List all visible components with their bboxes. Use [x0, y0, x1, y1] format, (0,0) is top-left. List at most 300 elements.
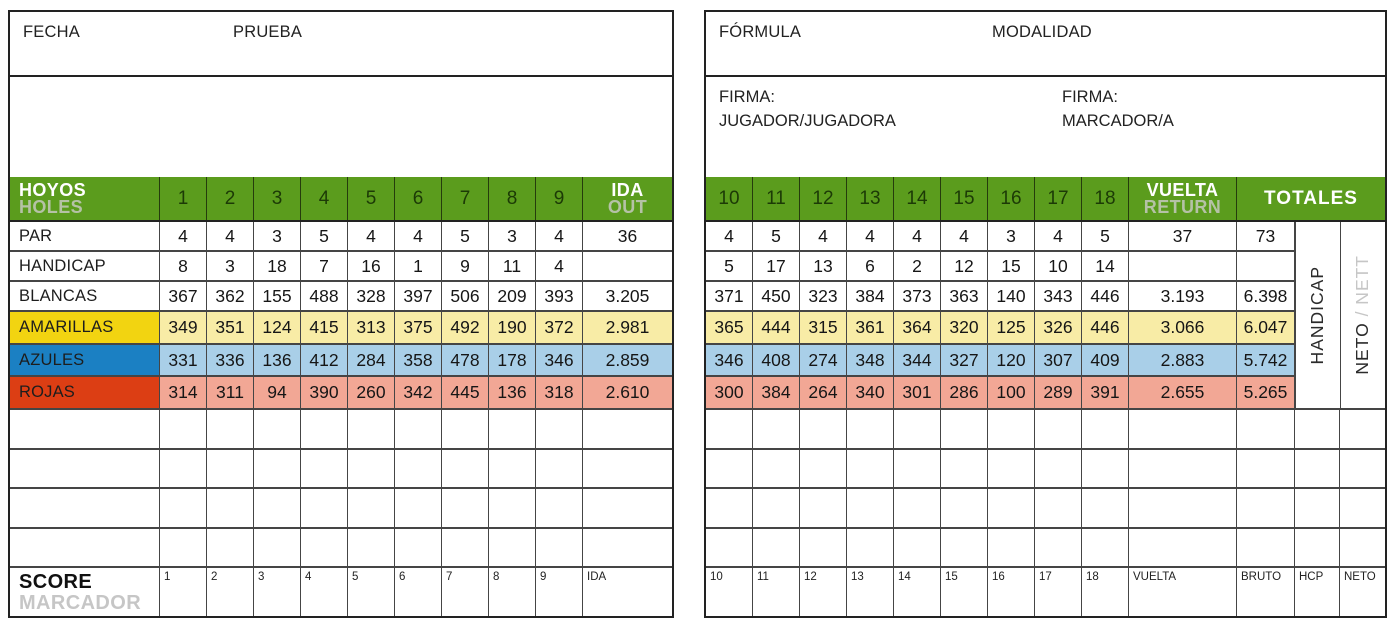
score-entry-cell: 18: [1082, 568, 1129, 618]
empty-score-row: [10, 410, 672, 450]
score-entry-cell: 16: [988, 568, 1035, 618]
return-total-cell: 2.883: [1129, 345, 1237, 375]
empty-hole-cell: [753, 410, 800, 448]
distance-value-cell: 307: [1035, 345, 1082, 375]
distance-value-cell: 488: [301, 282, 348, 310]
distance-value-cell: 274: [800, 345, 847, 375]
row-label: ROJAS: [10, 377, 160, 408]
score-entry-cell: 17: [1035, 568, 1082, 618]
empty-total-cell: [583, 410, 672, 448]
par-value-cell: 3: [254, 222, 301, 250]
hole-number-header: 16: [988, 177, 1035, 220]
score-entry-cell: 9: [536, 568, 583, 618]
handicap-value-cell: 11: [489, 252, 536, 280]
empty-hcp-cell: [1295, 450, 1340, 488]
empty-hole-cell: [160, 450, 207, 488]
hole-number-header: 5: [348, 177, 395, 220]
distance-value-cell: 349: [160, 312, 207, 343]
empty-hole-cell: [536, 529, 583, 567]
empty-score-row: [706, 410, 1385, 450]
empty-gross-cell: [1237, 410, 1295, 448]
distance-value-cell: 209: [489, 282, 536, 310]
empty-hole-cell: [395, 489, 442, 527]
empty-hole-cell: [254, 529, 301, 567]
hole-number-header: 13: [847, 177, 894, 220]
handicap-value-cell: 5: [706, 252, 753, 280]
distance-value-cell: 348: [847, 345, 894, 375]
distance-value-cell: 351: [207, 312, 254, 343]
hoyos-label: HOYOS: [19, 179, 87, 200]
empty-hole-cell: [988, 450, 1035, 488]
empty-hole-cell: [489, 529, 536, 567]
firma-player-title: FIRMA:: [719, 88, 775, 106]
empty-hole-cell: [160, 529, 207, 567]
distance-value-cell: 344: [894, 345, 941, 375]
handicap-row: [10, 252, 672, 282]
return-total-cell: 3.193: [1129, 282, 1237, 310]
score-entry-cell: 8: [489, 568, 536, 618]
empty-hole-cell: [800, 529, 847, 567]
front-holes-header-row: [10, 177, 672, 222]
empty-hole-cell: [753, 450, 800, 488]
empty-hole-cell: [348, 489, 395, 527]
empty-hole-cell: [941, 410, 988, 448]
empty-hole-cell: [941, 450, 988, 488]
par-value-cell: 4: [536, 222, 583, 250]
par-value-cell: 4: [847, 222, 894, 250]
out-total-cell: 2.981: [583, 312, 672, 343]
empty-hole-cell: [894, 529, 941, 567]
distance-value-cell: 412: [301, 345, 348, 375]
distance-value-cell: 346: [706, 345, 753, 375]
empty-hole-cell: [847, 489, 894, 527]
distance-value-cell: 94: [254, 377, 301, 408]
handicap-value-cell: 14: [1082, 252, 1129, 280]
empty-hole-cell: [941, 529, 988, 567]
par-value-cell: 5: [1082, 222, 1129, 250]
return-total-cell: [1129, 252, 1237, 280]
handicap-value-cell: 18: [254, 252, 301, 280]
empty-hole-cell: [301, 450, 348, 488]
empty-hole-cell: [207, 529, 254, 567]
distance-value-cell: 327: [941, 345, 988, 375]
empty-hole-cell: [536, 489, 583, 527]
empty-hole-cell: [1035, 489, 1082, 527]
hole-number-header: 10: [706, 177, 753, 220]
distance-value-cell: 365: [706, 312, 753, 343]
handicap-value-cell: 8: [160, 252, 207, 280]
score-entry-cell: 11: [753, 568, 800, 618]
distance-value-cell: 178: [489, 345, 536, 375]
empty-hole-cell: [1035, 529, 1082, 567]
hole-number-header: 1: [160, 177, 207, 220]
vuelta-entry-cell: VUELTA: [1129, 568, 1237, 618]
distance-value-cell: 409: [1082, 345, 1129, 375]
firma-marker-title: FIRMA:: [1062, 88, 1118, 106]
empty-hole-cell: [800, 410, 847, 448]
neto-entry-cell: NETO: [1344, 571, 1376, 583]
modalidad-label: MODALIDAD: [992, 23, 1092, 41]
distance-value-cell: 190: [489, 312, 536, 343]
empty-hole-cell: [301, 410, 348, 448]
handicap-value-cell: 7: [301, 252, 348, 280]
blancas-row: [706, 282, 1295, 312]
hole-number-header: 4: [301, 177, 348, 220]
hole-number-header: 14: [894, 177, 941, 220]
score-label: SCORE: [19, 571, 93, 593]
blank-info-box: [10, 77, 672, 177]
formula-label: FÓRMULA: [719, 23, 802, 41]
empty-return-cell: [1129, 489, 1237, 527]
empty-hole-cell: [301, 529, 348, 567]
return-total-cell: 3.066: [1129, 312, 1237, 343]
handicap-value-cell: 15: [988, 252, 1035, 280]
holes-label: HOLES: [19, 197, 84, 218]
neto-label: NETO: [1352, 322, 1373, 375]
empty-hole-cell: [536, 450, 583, 488]
empty-hole-cell: [988, 410, 1035, 448]
handicap-column: [1295, 222, 1340, 410]
distance-value-cell: 311: [207, 377, 254, 408]
par-value-cell: 4: [395, 222, 442, 250]
distance-value-cell: 328: [348, 282, 395, 310]
ida-entry-cell: IDA: [587, 571, 607, 583]
hole-number-header: 6: [395, 177, 442, 220]
handicap-value-cell: 2: [894, 252, 941, 280]
front-nine-panel: [8, 10, 674, 618]
player-signature-area: [719, 86, 896, 134]
empty-hole-cell: [706, 410, 753, 448]
empty-hole-cell: [442, 410, 489, 448]
hole-number-header: 12: [800, 177, 847, 220]
distance-value-cell: 100: [988, 377, 1035, 408]
par-value-cell: 4: [207, 222, 254, 250]
empty-score-row: [10, 529, 672, 569]
hole-number-header: 11: [753, 177, 800, 220]
row-label: AMARILLAS: [10, 312, 160, 343]
hole-number-header: 9: [536, 177, 583, 220]
distance-value-cell: 373: [894, 282, 941, 310]
distance-value-cell: 331: [160, 345, 207, 375]
empty-hole-cell: [894, 450, 941, 488]
distance-value-cell: 289: [1035, 377, 1082, 408]
prueba-label: PRUEBA: [233, 23, 303, 41]
score-entry-cell: 7: [442, 568, 489, 618]
distance-value-cell: 260: [348, 377, 395, 408]
handicap-value-cell: 10: [1035, 252, 1082, 280]
distance-value-cell: 336: [207, 345, 254, 375]
score-entry-cell: 12: [800, 568, 847, 618]
empty-hole-cell: [706, 450, 753, 488]
empty-score-row: [706, 489, 1385, 529]
hole-number-header: 17: [1035, 177, 1082, 220]
empty-hole-cell: [1082, 529, 1129, 567]
empty-hole-cell: [489, 450, 536, 488]
empty-hole-cell: [442, 529, 489, 567]
distance-value-cell: 300: [706, 377, 753, 408]
back-nine-panel: [704, 10, 1387, 618]
distance-value-cell: 384: [753, 377, 800, 408]
distance-value-cell: 136: [254, 345, 301, 375]
empty-hole-cell: [1035, 410, 1082, 448]
par-value-cell: 4: [800, 222, 847, 250]
distance-value-cell: 372: [536, 312, 583, 343]
distance-value-cell: 140: [988, 282, 1035, 310]
handicap-vertical-label: HANDICAP: [1307, 265, 1328, 365]
distance-value-cell: 125: [988, 312, 1035, 343]
empty-hole-cell: [160, 489, 207, 527]
empty-hole-cell: [207, 450, 254, 488]
empty-hole-cell: [847, 450, 894, 488]
distance-value-cell: 286: [941, 377, 988, 408]
hole-number-header: 15: [941, 177, 988, 220]
empty-hole-cell: [988, 489, 1035, 527]
empty-hole-cell: [254, 489, 301, 527]
handicap-value-cell: 6: [847, 252, 894, 280]
marker-signature-area: [1062, 86, 1174, 134]
par-value-cell: 4: [348, 222, 395, 250]
distance-value-cell: 390: [301, 377, 348, 408]
firma-marker-name: MARCADOR/A: [1062, 111, 1174, 130]
distance-value-cell: 264: [800, 377, 847, 408]
empty-hole-cell: [442, 450, 489, 488]
empty-score-row: [10, 489, 672, 529]
format-info-box: [706, 12, 1385, 77]
handicap-value-cell: 16: [348, 252, 395, 280]
empty-hole-cell: [489, 489, 536, 527]
empty-hcp-cell: [1295, 529, 1340, 567]
hole-number-header: 18: [1082, 177, 1129, 220]
empty-hole-cell: [894, 410, 941, 448]
empty-hole-cell: [348, 410, 395, 448]
front-hole-numbers: [160, 177, 583, 220]
par-value-cell: 4: [941, 222, 988, 250]
empty-hole-cell: [847, 410, 894, 448]
distance-value-cell: 506: [442, 282, 489, 310]
empty-hole-cell: [254, 450, 301, 488]
amarillas-row: [706, 312, 1295, 345]
empty-hole-cell: [395, 450, 442, 488]
empty-hole-cell: [1082, 450, 1129, 488]
empty-total-cell: [583, 529, 672, 567]
grand-total-cell: 6.398: [1237, 282, 1295, 310]
distance-value-cell: 362: [207, 282, 254, 310]
blancas-row: [10, 282, 672, 312]
vuelta-label: VUELTA: [1146, 179, 1219, 200]
out-total-cell: 2.859: [583, 345, 672, 375]
back-nine-scores: [706, 222, 1385, 410]
empty-hole-cell: [847, 529, 894, 567]
distance-value-cell: 391: [1082, 377, 1129, 408]
score-entry-cell: 14: [894, 568, 941, 618]
score-entry-cell: 5: [348, 568, 395, 618]
return-label: RETURN: [1143, 197, 1222, 218]
distance-value-cell: 450: [753, 282, 800, 310]
marcador-label: MARCADOR: [19, 592, 142, 614]
distance-value-cell: 314: [160, 377, 207, 408]
distance-value-cell: 136: [489, 377, 536, 408]
empty-hole-cell: [1082, 410, 1129, 448]
empty-hole-cell: [536, 410, 583, 448]
grand-total-cell: [1237, 252, 1295, 280]
back-hole-numbers: [706, 177, 1129, 220]
empty-hole-cell: [489, 410, 536, 448]
empty-hole-cell: [207, 489, 254, 527]
distance-value-cell: 445: [442, 377, 489, 408]
distance-value-cell: 315: [800, 312, 847, 343]
distance-value-cell: 120: [988, 345, 1035, 375]
row-label: PAR: [10, 222, 160, 250]
score-entry-cell: 13: [847, 568, 894, 618]
empty-hole-cell: [941, 489, 988, 527]
fecha-label: FECHA: [23, 23, 80, 41]
empty-hole-cell: [706, 529, 753, 567]
distance-value-cell: 415: [301, 312, 348, 343]
out-total-cell: [583, 252, 672, 280]
distance-value-cell: 492: [442, 312, 489, 343]
distance-value-cell: 446: [1082, 312, 1129, 343]
nett-label: / NETT: [1352, 255, 1373, 323]
empty-label-cell: [10, 489, 160, 527]
empty-gross-cell: [1237, 489, 1295, 527]
empty-hole-cell: [395, 410, 442, 448]
distance-value-cell: 358: [395, 345, 442, 375]
empty-return-cell: [1129, 529, 1237, 567]
distance-value-cell: 320: [941, 312, 988, 343]
empty-neto-cell: [1340, 489, 1385, 527]
grand-total-cell: 6.047: [1237, 312, 1295, 343]
empty-score-row: [706, 529, 1385, 569]
grand-total-cell: 73: [1237, 222, 1295, 250]
bruto-entry-cell: BRUTO: [1237, 568, 1295, 618]
distance-value-cell: 367: [160, 282, 207, 310]
out-total-cell: 36: [617, 225, 638, 246]
empty-hole-cell: [160, 410, 207, 448]
par-value-cell: 5: [442, 222, 489, 250]
empty-hole-cell: [301, 489, 348, 527]
out-total-cell: 2.610: [583, 377, 672, 408]
distance-value-cell: 346: [536, 345, 583, 375]
return-total-cell: 37: [1129, 222, 1237, 250]
empty-hole-cell: [442, 489, 489, 527]
distance-value-cell: 343: [1035, 282, 1082, 310]
distance-value-cell: 375: [395, 312, 442, 343]
empty-hole-cell: [1035, 450, 1082, 488]
empty-hcp-cell: [1295, 489, 1340, 527]
score-entry-cell: 1: [160, 568, 207, 618]
hcp-entry-cell: HCP: [1295, 568, 1340, 618]
empty-total-cell: [583, 450, 672, 488]
out-label: OUT: [607, 197, 648, 218]
distance-value-cell: 408: [753, 345, 800, 375]
score-entry-cell: 2: [207, 568, 254, 618]
empty-hole-cell: [1082, 489, 1129, 527]
score-entry-cell: 10: [706, 568, 753, 618]
score-entry-cell: 6: [395, 568, 442, 618]
distance-value-cell: 284: [348, 345, 395, 375]
row-label: BLANCAS: [10, 282, 160, 310]
grand-total-cell: 5.742: [1237, 345, 1295, 375]
par-value-cell: 4: [160, 222, 207, 250]
return-total-cell: 2.655: [1129, 377, 1237, 408]
empty-hole-cell: [753, 489, 800, 527]
empty-hole-cell: [207, 410, 254, 448]
score-footer-row: [10, 568, 672, 618]
distance-value-cell: 397: [395, 282, 442, 310]
distance-value-cell: 340: [847, 377, 894, 408]
totales-header: TOTALES: [1264, 187, 1358, 209]
row-label: HANDICAP: [10, 252, 160, 280]
empty-total-cell: [583, 489, 672, 527]
hole-number-header: 2: [207, 177, 254, 220]
ida-out-header: [583, 177, 672, 220]
empty-hole-cell: [348, 529, 395, 567]
empty-label-cell: [10, 450, 160, 488]
hole-number-header: 7: [442, 177, 489, 220]
empty-neto-cell: [1340, 450, 1385, 488]
empty-hole-cell: [348, 450, 395, 488]
distance-value-cell: 364: [894, 312, 941, 343]
distance-value-cell: 361: [847, 312, 894, 343]
score-entry-cell: 3: [254, 568, 301, 618]
empty-gross-cell: [1237, 529, 1295, 567]
empty-hcp-cell: [1295, 410, 1340, 448]
empty-return-cell: [1129, 450, 1237, 488]
par-value-cell: 4: [894, 222, 941, 250]
distance-value-cell: 323: [800, 282, 847, 310]
back-holes-header-row: [706, 177, 1385, 222]
holes-header-label: [10, 177, 160, 220]
distance-value-cell: 326: [1035, 312, 1082, 343]
score-entry-cell: 15: [941, 568, 988, 618]
distance-value-cell: 318: [536, 377, 583, 408]
par-value-cell: 5: [753, 222, 800, 250]
distance-value-cell: 478: [442, 345, 489, 375]
handicap-value-cell: 13: [800, 252, 847, 280]
rojas-row: [706, 377, 1295, 410]
vuelta-return-header: [1129, 177, 1237, 220]
empty-hole-cell: [395, 529, 442, 567]
neto-nett-vertical-label: [1354, 255, 1372, 375]
handicap-value-cell: 1: [395, 252, 442, 280]
handicap-value-cell: 17: [753, 252, 800, 280]
event-info-box: [10, 12, 672, 77]
distance-value-cell: 363: [941, 282, 988, 310]
out-total-cell: 3.205: [605, 285, 650, 306]
amarillas-row: [10, 312, 672, 345]
distance-value-cell: 393: [536, 282, 583, 310]
empty-return-cell: [1129, 410, 1237, 448]
firma-player-name: JUGADOR/JUGADORA: [719, 111, 896, 130]
ida-label: IDA: [611, 179, 644, 200]
hole-number-header: 3: [254, 177, 301, 220]
distance-value-cell: 313: [348, 312, 395, 343]
grand-total-cell: 5.265: [1237, 377, 1295, 408]
empty-neto-cell: [1340, 410, 1385, 448]
distance-value-cell: 371: [706, 282, 753, 310]
par-value-cell: 3: [988, 222, 1035, 250]
handicap-row: [706, 252, 1295, 282]
distance-value-cell: 301: [894, 377, 941, 408]
score-marcador-label: [10, 568, 160, 618]
par-row: [706, 222, 1295, 252]
empty-score-row: [10, 450, 672, 490]
par-value-cell: 4: [706, 222, 753, 250]
score-entry-cell: 4: [301, 568, 348, 618]
azules-row: [10, 345, 672, 377]
empty-label-cell: [10, 410, 160, 448]
par-value-cell: 5: [301, 222, 348, 250]
